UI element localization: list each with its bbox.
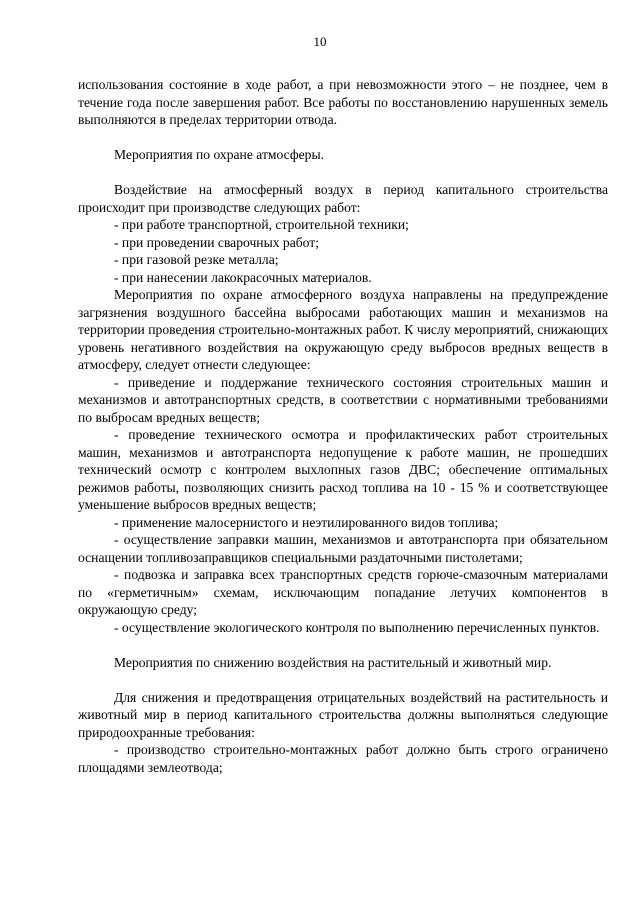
paragraph-air-impact-intro: Воздействие на атмосферный воздух в период капитального строительства происходит при производстве следующих работ:	[78, 182, 608, 215]
list-item: - приведение и поддержание технического состояния строительных машин и механизмов и автотранспортных средств, в соответствии с нормативными требованиями по выбросам вредных веществ;	[78, 374, 608, 425]
list-item: - производство строительно-монтажных работ должно быть строго ограничено площадями землеотвода;	[78, 742, 608, 775]
list-item: - применение малосернистого и неэтилированного видов топлива;	[114, 514, 499, 530]
list-item: - при проведении сварочных работ;	[114, 234, 319, 250]
list-item: - при работе транспортной, строительной техники;	[114, 217, 409, 232]
section-heading-flora-fauna: Мероприятия по снижению воздействия на растительный и животный мир.	[114, 654, 552, 670]
list-item: - проведение технического осмотра и профилактических работ строительных машин, механизмов и автотранспорта недопущение к работе машин, не прошедших технический осмотр с контролем выхлопных газов ДВС; обеспечение оптимальных режимов работы, позволяющих снизить расход топлива на 10 - 15 % и соответствующее уменьшение выбросов вредных веществ;	[78, 427, 608, 512]
paragraph-flora-fauna-intro: Для снижения и предотвращения отрицательных воздействий на растительность и животный мир в период капитального строительства должны выполняться следующие природоохранные требования:	[78, 689, 608, 740]
list-item: - осуществление экологического контроля по выполнению перечисленных пунктов.	[114, 619, 600, 635]
list-item: - осуществление заправки машин, механизмов и автотранспорта при обязательном оснащении топливозаправщиков специальными раздаточными пистолетами;	[78, 532, 608, 565]
paragraph-air-measures: Мероприятия по охране атмосферного воздуха направлены на предупреждение загрязнения воздушного бассейна выбросами работающих машин и механизмов на территории проведения строительно-монтажных работ. К числу мероприятий, снижающих уровень негативного воздействия на окружающую среду выбросов вредных веществ в атмосферу, следует отнести следующее:	[78, 287, 608, 372]
document-body	[78, 76, 608, 776]
page-number: 10	[313, 34, 327, 49]
paragraph-land-restoration: использования состояние в ходе работ, а при невозможности этого – не позднее, чем в течение года после завершения работ. Все работы по восстановлению нарушенных земель выполняются в пределах территории отвода.	[78, 77, 608, 127]
list-item: - подвозка и заправка всех транспортных средств горюче-смазочным материалами по «герметичным» схемам, исключающим попадание летучих компонентов в окружающую среду;	[78, 567, 608, 617]
list-item: - при нанесении лакокрасочных материалов.	[114, 269, 372, 285]
list-item: - при газовой резке металла;	[114, 252, 279, 267]
section-heading-atmosphere: Мероприятия по охране атмосферы.	[114, 147, 324, 162]
